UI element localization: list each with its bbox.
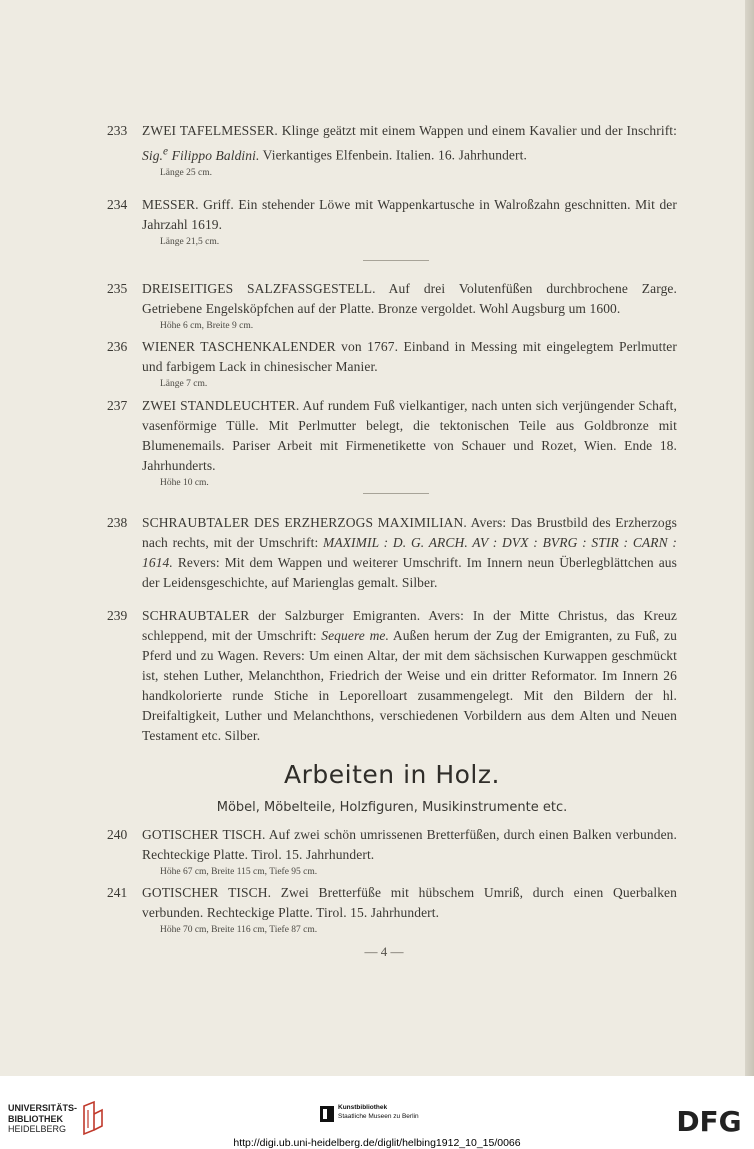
- entry-number: 233: [107, 123, 128, 138]
- kb-line1: Kunstbibliothek: [338, 1104, 388, 1111]
- catalog-entry-240: [107, 825, 677, 879]
- page-edge: [745, 0, 754, 1076]
- entry-text: ZWEI STANDLEUCHTER. Auf rundem Fuß vielkantiger, nach unten sich verjüngender Schaft, vasenförmige Tülle. Mit Perlmutter belegt, die tektonischen Teile aus Goldbronze mit Blumenemails. Pariser Arbeit mit Firmenetikette von Schauer und Rozet, Wien. Ende 18. Jahrhunderts.: [142, 398, 677, 473]
- catalog-entry-239: [107, 606, 677, 746]
- source-url-link[interactable]: http://digi.ub.uni-heidelberg.de/diglit/helbing1912_10_15/0066: [233, 1137, 521, 1149]
- dfg-text: DFG: [676, 1106, 742, 1136]
- separator-rule: [363, 493, 429, 494]
- catalog-entry-235: [107, 279, 677, 333]
- entry-number: 240: [107, 827, 128, 842]
- entry-number: 235: [107, 281, 128, 296]
- separator-rule: [363, 260, 429, 261]
- section-title: Arbeiten in Holz.: [284, 760, 500, 789]
- ub-line1: UNIVERSITÄTS-: [8, 1103, 78, 1113]
- entry-dimensions: Höhe 67 cm, Breite 115 cm, Tiefe 95 cm.: [160, 867, 318, 877]
- ub-line3: HEIDELBERG: [8, 1124, 67, 1134]
- ub-line2: BIBLIOTHEK: [8, 1113, 63, 1124]
- catalog-entry-241: [107, 883, 677, 937]
- entry-text: SCHRAUBTALER der Salzburger Emigranten. Avers: In der Mitte Christus, das Kreuz schleppend, mit der Umschrift: Sequere me. Außen herum der Zug der Emigranten, zu Fuß, zu Pferd und zu Wagen. Revers: Um einen Altar, der mit dem sächsischen Kurwappen geschmückt ist, stehen Luther, Melanchthon, Friedrich der Weise und ein dritter Reformator. Im Innern 26 handkolorierte runde Stiche in Leporelloart zusammengelegt. Mit den Bildern der hl. Dreifaltigkeit, Luther und Melanchthons, verschiedenen Vorbildern aus dem Alten und Neuen Testament etc. Silber.: [142, 608, 677, 743]
- dfg-logo[interactable]: [670, 1106, 748, 1136]
- entry-dimensions: Höhe 70 cm, Breite 116 cm, Tiefe 87 cm.: [160, 925, 318, 935]
- ub-heidelberg-logo[interactable]: [8, 1103, 77, 1135]
- entry-dimensions: Länge 7 cm.: [160, 379, 208, 389]
- entry-dimensions: Höhe 6 cm, Breite 9 cm.: [160, 321, 254, 331]
- entry-text: GOTISCHER TISCH. Auf zwei schön umrissenen Bretterfüßen, durch einen Balken verbunden. Rechteckige Platte. Tirol. 15. Jahrhundert.: [142, 827, 677, 862]
- catalog-entry-233: [107, 121, 677, 180]
- catalog-entry-237: [107, 396, 677, 490]
- entry-text: WIENER TASCHENKALENDER von 1767. Einband in Messing mit eingelegtem Perlmutter und farbigem Lack in chinesischer Manier.: [142, 339, 677, 374]
- kunstbibliothek-logo[interactable]: [338, 1103, 419, 1121]
- catalog-entry-234: [107, 195, 677, 249]
- ub-emblem-icon: [80, 1100, 106, 1136]
- entry-number: 239: [107, 608, 128, 623]
- entry-number: 238: [107, 515, 128, 530]
- section-subtitle: Möbel, Möbelteile, Holzfiguren, Musikinstrumente etc.: [216, 800, 568, 815]
- entry-number: 234: [107, 197, 128, 212]
- entry-dimensions: Höhe 10 cm.: [160, 478, 209, 488]
- entry-number: 236: [107, 339, 128, 354]
- page-number: — 4 —: [364, 944, 404, 959]
- catalog-entry-236: [107, 337, 677, 391]
- entry-text: GOTISCHER TISCH. Zwei Bretterfüße mit hübschem Umriß, durch einen Querbalken verbunden. Rechteckige Platte. Tirol. 15. Jahrhundert.: [142, 885, 677, 920]
- entry-text: MESSER. Griff. Ein stehender Löwe mit Wappenkartusche in Walroßzahn geschnitten. Mit der Jahrzahl 1619.: [142, 197, 677, 232]
- entry-dimensions: Länge 25 cm.: [160, 167, 212, 178]
- entry-number: 241: [107, 885, 128, 900]
- entry-text: ZWEI TAFELMESSER. Klinge geätzt mit einem Wappen und einem Kavalier und der Inschrift: Sig.$^e$ Filippo Baldini. Vierkantiges Elfenbein. Italien. 16. Jahrhundert.: [142, 123, 677, 163]
- entry-number: 237: [107, 398, 128, 413]
- kb-line2: Staatliche Museen zu Berlin: [338, 1113, 419, 1120]
- entry-text: SCHRAUBTALER DES ERZHERZOGS MAXIMILIAN. Avers: Das Brustbild des Erzherzogs nach rechts, mit der Umschrift: MAXIMIL : D. G. ARCH. AV : DVX : BVRG : STIR : CARN : 1614. Revers: Mit dem Wappen und weiterer Umschrift. Im Innern neun Überlegblättchen aus der Leidensgeschichte, auf Marienglas gemalt. Silber.: [142, 515, 678, 590]
- entry-dimensions: Länge 21,5 cm.: [160, 237, 220, 247]
- kunstbibliothek-icon: [320, 1106, 334, 1122]
- entry-text: DREISEITIGES SALZFASSGESTELL. Auf drei Volutenfüßen durchbrochene Zarge. Getriebene Engelsköpfchen auf der Platte. Bronze vergoldet. Wohl Augsburg um 1600.: [142, 281, 677, 316]
- catalog-entry-238: [107, 513, 677, 593]
